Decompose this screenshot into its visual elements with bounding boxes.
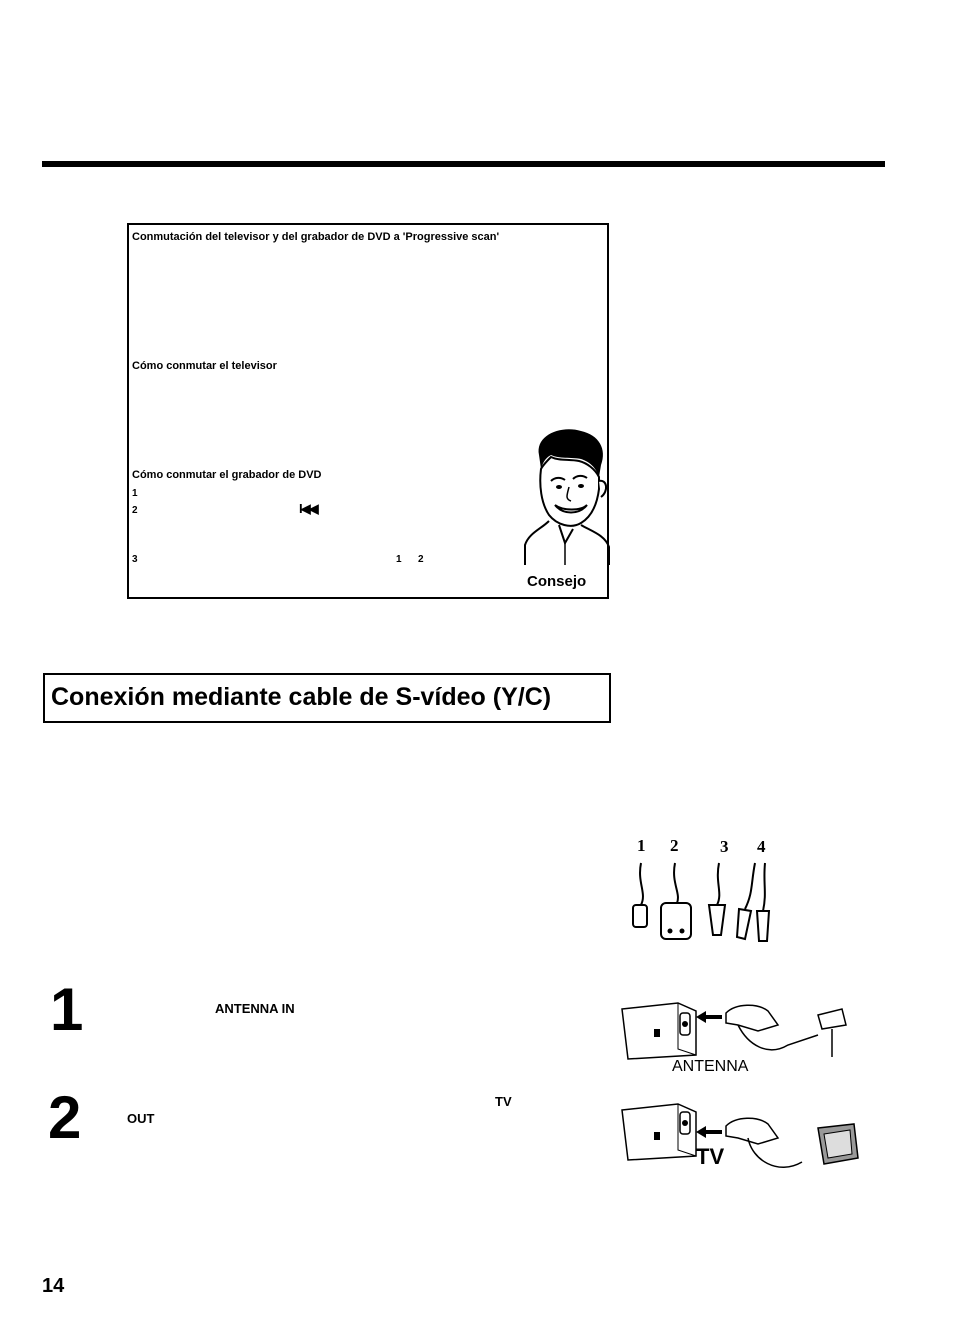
tip-step-1: 1 — [132, 488, 138, 499]
tip-label: Consejo — [527, 573, 587, 590]
section-heading-box — [43, 673, 611, 723]
antenna-connection-illustration — [618, 995, 863, 1080]
tip-tv-heading: Cómo conmutar el televisor — [132, 360, 277, 372]
step-number-2: 2 — [48, 1084, 82, 1151]
step-number-1: 1 — [50, 976, 84, 1043]
tip-title: Conmutación del televisor y del grabador de DVD a 'Progressive scan' — [132, 231, 500, 243]
tip-ref-1: 1 — [396, 554, 402, 565]
tv-connection-illustration — [618, 1098, 863, 1183]
cartoon-man-illustration — [521, 425, 613, 565]
cable-types-illustration — [625, 833, 785, 951]
tip-step-3: 3 — [132, 554, 138, 565]
out-label: OUT — [127, 1111, 155, 1126]
cable-number-3: 3 — [720, 837, 729, 856]
tip-ref-2: 2 — [418, 554, 424, 565]
tv-label: TV — [495, 1094, 512, 1109]
page-number: 14 — [42, 1275, 65, 1297]
tip-box — [127, 223, 609, 599]
section-heading: Conexión mediante cable de S-vídeo (Y/C) — [51, 683, 552, 711]
tv-figure-label: TV — [696, 1144, 725, 1169]
tip-step-2: 2 — [132, 505, 138, 516]
cable-number-1: 1 — [637, 836, 646, 855]
antenna-in-label: ANTENNA IN — [215, 1001, 295, 1016]
skip-back-icon: I◀◀ — [299, 501, 317, 516]
tip-dvd-heading: Cómo conmutar el grabador de DVD — [132, 469, 322, 481]
cable-number-4: 4 — [757, 837, 766, 856]
antenna-figure-label: ANTENNA — [672, 1058, 749, 1075]
cable-number-2: 2 — [670, 836, 679, 855]
header-rule — [42, 161, 885, 167]
